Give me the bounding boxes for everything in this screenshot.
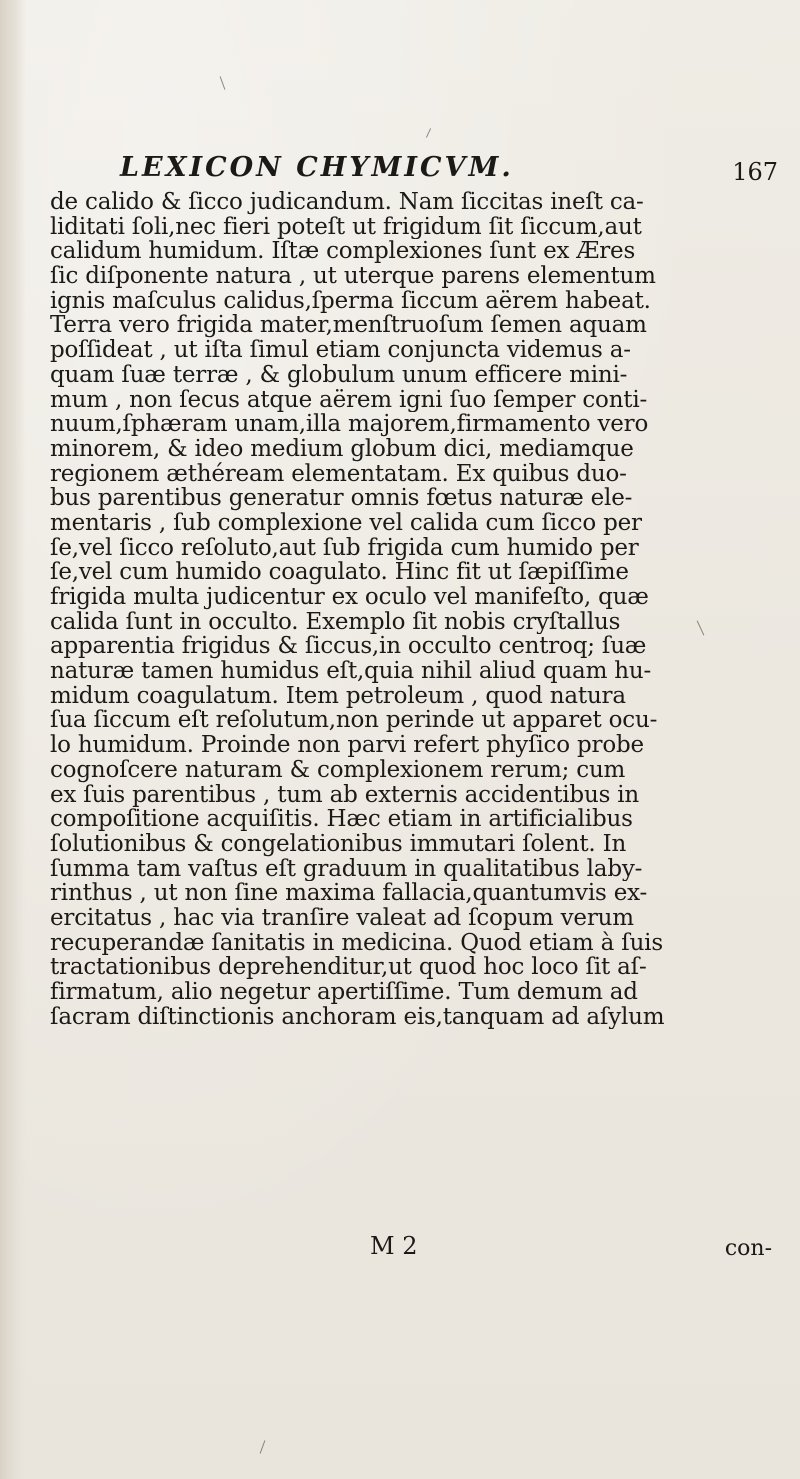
text-line: calidum humidum. Iſtæ complexiones ſunt ex Æres bbox=[50, 239, 636, 265]
text-line: nuum,ſphæram unam,illa majorem,firmamento vero bbox=[50, 412, 649, 437]
text-line: ſacram diſtinctionis anchoram eis,tanquam ad aſylum bbox=[50, 1004, 665, 1030]
text-line: minorem, & ideo medium globum dici, mediamque bbox=[50, 436, 634, 462]
text-line: lo humidum. Proinde non parvi refert phyſico probe bbox=[50, 733, 644, 758]
text-line: calida ſunt in occulto. Exemplo ſit nobis cryſtallus bbox=[50, 609, 621, 635]
text-line: ſua ſiccum eſt reſolutum,non perinde ut apparet ocu- bbox=[50, 708, 658, 734]
text-line: ex ſuis parentibus , tum ab externis accidentibus in bbox=[50, 782, 640, 808]
text-line: apparentia frigidus & ſiccus,in occulto centroq; ſuæ bbox=[50, 634, 647, 660]
stray-ink-mark bbox=[426, 128, 431, 137]
text-line: mentaris , ſub complexione vel calida cum ſicco per bbox=[50, 510, 642, 536]
binding-gutter bbox=[0, 0, 26, 1479]
text-line: mum , non ſecus atque aërem igni ſuo ſemper conti- bbox=[50, 387, 648, 413]
body-text bbox=[50, 190, 795, 1029]
stray-ink-mark bbox=[220, 76, 226, 89]
text-line: tractationibus deprehenditur,ut quod hoc loco ſit aſ- bbox=[50, 955, 647, 980]
text-line: firmatum, alio negetur apertiſſime. Tum demum ad bbox=[50, 980, 638, 1005]
running-head: LEXICON CHYMICVM. bbox=[120, 152, 514, 183]
page-footer bbox=[370, 1232, 790, 1260]
signature-mark: M 2 bbox=[370, 1232, 418, 1260]
page-number: 167 bbox=[732, 158, 778, 186]
text-line: ignis maſculus calidus,ſperma ſiccum aërem habeat. bbox=[50, 288, 651, 314]
text-line: Terra vero frigida mater,menſtruoſum ſemen aquam bbox=[50, 313, 647, 339]
text-line: midum coagulatum. Item petroleum , quod natura bbox=[50, 683, 626, 709]
text-line: poſſideat , ut iſta ſimul etiam conjuncta videmus a- bbox=[50, 338, 631, 363]
text-line: ſe,vel ſicco reſoluto,aut ſub frigida cum humido per bbox=[50, 535, 639, 561]
catchword: con- bbox=[724, 1236, 772, 1261]
text-line: ercitatus , hac via tranſire valeat ad ſcopum verum bbox=[50, 905, 634, 931]
text-line: recuperandæ ſanitatis in medicina. Quod etiam à ſuis bbox=[50, 930, 663, 956]
text-line: de calido & ſicco judicandum. Nam ſiccitas ineſt ca- bbox=[50, 190, 644, 215]
text-line: ſumma tam vaſtus eſt graduum in qualitatibus laby- bbox=[50, 856, 643, 882]
text-line: regionem æthéream elementatam. Ex quibus duo- bbox=[50, 461, 627, 487]
text-line: liditati ſoli,nec fieri poteſt ut frigidum ſit ſiccum,aut bbox=[50, 214, 642, 240]
text-line: quam ſuæ terræ , & globulum unum efficere mini- bbox=[50, 362, 628, 388]
text-line: ſe,vel cum humido coagulato. Hinc fit ut ſæpiſſime bbox=[50, 560, 629, 585]
text-line: ſolutionibus & congelationibus immutari ſolent. In bbox=[50, 831, 627, 857]
text-line: rinthus , ut non ſine maxima fallacia,quantumvis ex- bbox=[50, 881, 648, 906]
text-line: compoſitione acquiſitis. Hæc etiam in artificialibus bbox=[50, 807, 633, 832]
stray-ink-mark bbox=[260, 1440, 266, 1453]
page-header bbox=[110, 152, 800, 192]
text-line: cognoſcere naturam & complexionem rerum; cum bbox=[50, 757, 626, 783]
text-line: ſic diſponente natura , ut uterque parens elementum bbox=[50, 264, 656, 289]
text-line: naturæ tamen humidus eſt,quia nihil aliud quam hu- bbox=[50, 659, 652, 684]
text-line: frigida multa judicentur ex oculo vel manifeſto, quæ bbox=[50, 585, 649, 610]
text-line: bus parentibus generatur omnis fœtus naturæ ele- bbox=[50, 486, 633, 511]
